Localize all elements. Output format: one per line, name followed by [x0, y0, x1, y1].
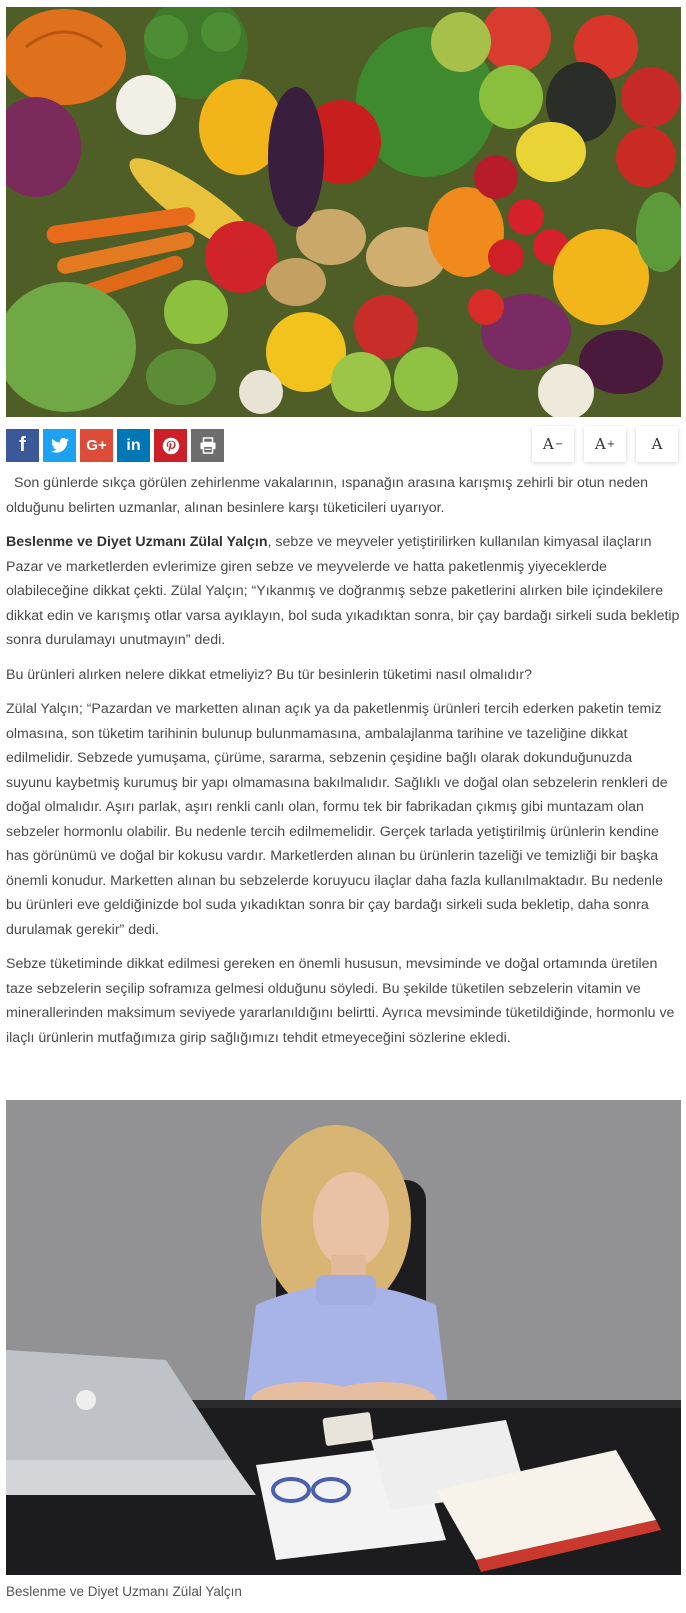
font-increase-button[interactable] [584, 426, 626, 462]
portrait-photo [6, 1100, 681, 1575]
vegetables-illustration [6, 7, 681, 417]
pinterest-share-button[interactable] [154, 429, 187, 462]
photo-caption: Beslenme ve Diyet Uzmanı Zülal Yalçın [6, 1584, 242, 1599]
linkedin-icon: in [126, 436, 141, 454]
article-paragraph-2 [6, 530, 680, 653]
article-paragraph-1: Son günlerde sıkça görülen zehirlenme vakalarının, ıspanağın arasına karışmış zehirli bir otun neden olduğunu belirten uzmanlar, alınan besinlere karşı tüketicileri uyarıyor. [6, 475, 649, 516]
facebook-share-button[interactable] [6, 429, 39, 462]
printer-icon [199, 437, 217, 454]
font-decrease-label: A [542, 435, 554, 453]
font-increase-label: A [594, 435, 606, 453]
article-paragraph-2-text: , sebze ve meyveler yetiştirilirken kullanılan kimyasal ilaçların Pazar ve marketlerden evlerimize giren sebze ve meyvelerde ve hatta paketlenmiş yiyeceklerde olabileceğine dikkat çekti. Zülal Yalçın; “Yıkanmış ve doğranmış sebze paketlerini alırken bile içindekilere dikkat edin ve karışmış otlar varsa ayıklayın, bol suda yıkadıktan sonra, bir çay bardağı sirkeli suda bekletip sonra durulamayı unutmayın” dedi. [6, 534, 680, 648]
article-paragraph-5: Sebze tüketiminde dikkat edilmesi gereken en önemli hususun, mevsiminde ve doğal ortamında üretilen taze sebzelerin seçilip soframıza gelmesi olduğunu söyledi. Bu şekilde tüketilen sebzelerin vitamin ve minerallerinden maksimum seviyede yararlanıldığını belirtti. Ayrıca mevsiminde tüketildiğinde, hormonlu ve ilaçlı ürünlerin mutfağımıza girip sağlığımızı tehdit etmeyeceğini sözlerine ekledi. [6, 956, 675, 1046]
font-size-controls [532, 426, 678, 462]
linkedin-share-button[interactable] [117, 429, 150, 462]
twitter-icon [51, 438, 69, 453]
plus-icon: + [606, 438, 616, 450]
pinterest-icon [162, 437, 180, 455]
hero-image-vegetables [6, 7, 681, 417]
font-reset-button[interactable] [636, 426, 678, 462]
google-plus-share-button[interactable] [80, 429, 113, 462]
print-button[interactable] [191, 429, 224, 462]
portrait-illustration [6, 1100, 681, 1575]
font-reset-label: A [651, 435, 663, 453]
article-paragraph-3: Bu ürünleri alırken nelere dikkat etmeliyiz? Bu tür besinlerin tüketimi nasıl olmalıdır? [6, 666, 532, 683]
font-decrease-button[interactable] [532, 426, 574, 462]
facebook-icon: f [19, 434, 26, 456]
share-buttons [6, 429, 224, 462]
google-plus-icon: G+ [86, 437, 107, 454]
twitter-share-button[interactable] [43, 429, 76, 462]
article-paragraph-4: Zülal Yalçın; “Pazardan ve marketten alınan açık ya da paketlenmiş ürünleri tercih ederken paketin temiz olmasına, son tüketim tarihinin bulunup bulunmamasına, ambalajlanma tarihine ve tazeliğine dikkat edilmelidir. Sebzede yumuşama, çürüme, sararma, sebzenin çeşidine bağlı olarak dokunduğunuzda suyunu kaybetmiş kurumuş bir yapı olmamasına bakılmalıdır. Sağlıklı ve doğal olan sebzelerin renkleri de doğal olmalıdır. Aşırı parlak, aşırı renkli canlı olan, formu tek bir fabrikadan çıkmış gibi muntazam olan sebzeler hormonlu olabilir. Bu nedenle tercih edilmemelidir. Gerçek tarlada yetiştirilmiş ürünlerin kendine has görünümü ve doğal bir kokusu vardır. Marketlerden alınan bu ürünlerin tazeliği ve temizliği bir başka önemli konudur. Marketten alınan bu sebzelerde koruyucu ilaçlar daha fazla kullanılmaktadır. Bu nedenle bu ürünleri eve geldiğinizde bol suda yıkadıktan sonra bir çay bardağı sirkeli suda bekletip, daha sonra durulamak gerekir” dedi. [6, 701, 668, 938]
expert-name: Beslenme ve Diyet Uzmanı Zülal Yalçın [6, 534, 268, 550]
article-body [6, 471, 680, 1060]
minus-icon: − [554, 438, 564, 450]
